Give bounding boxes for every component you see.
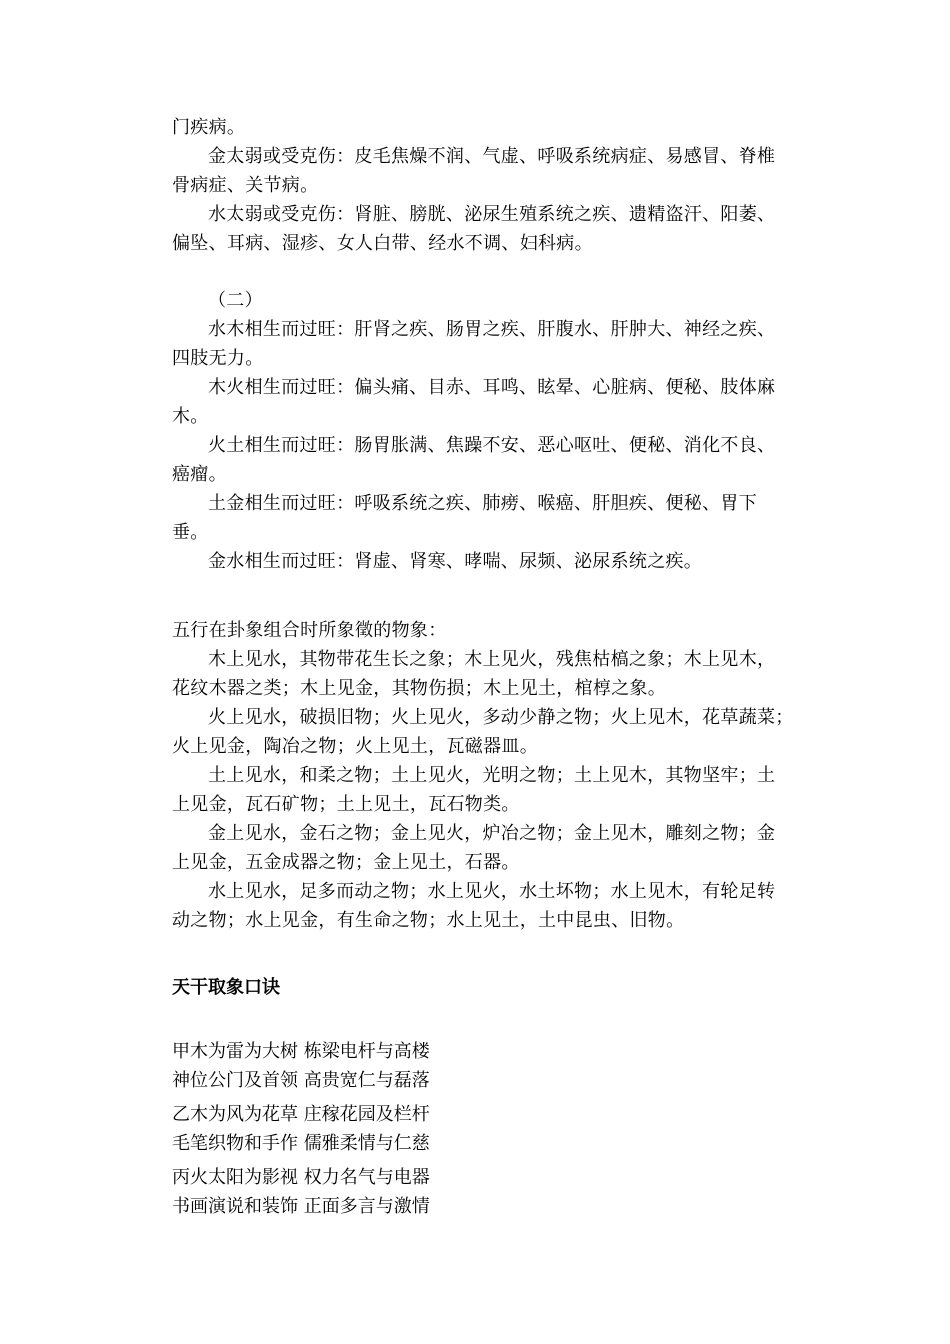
text-line: 木火相生而过旺：偏头痛、目赤、耳鸣、眩晕、心脏病、便秘、肢体麻 [208, 377, 776, 398]
section-heading: 天干取象口诀 [172, 977, 280, 998]
text-line: 金上见水，金石之物；金上见火，炉冶之物；金上见木，雕刻之物；金 [208, 823, 776, 844]
text-line: 癌瘤。 [172, 464, 227, 485]
text-line: 门疾病。 [172, 117, 246, 138]
text-line: 水木相生而过旺：肝肾之疾、肠胃之疾、肝腹水、肝肿大、神经之疾、 [208, 319, 776, 340]
text-line: 水上见水，足多而动之物；水上见火，水土坏物；水上见木，有轮足转 [208, 881, 776, 902]
verse-line: 毛笔织物和手作 儒雅柔情与仁慈 [172, 1133, 430, 1154]
verse-line: 书画演说和装饰 正面多言与激情 [172, 1196, 430, 1217]
text-line: 上见金，瓦石矿物；土上见土，瓦石物类。 [172, 794, 520, 815]
section-label: （二） [208, 290, 263, 311]
text-line: 木。 [172, 406, 209, 427]
verse-line: 神位公门及首领 高贵宽仁与磊落 [172, 1070, 430, 1091]
verse-line: 乙木为风为花草 庄稼花园及栏杆 [172, 1104, 430, 1125]
section-intro: 五行在卦象组合时所象徵的物象： [172, 620, 447, 641]
text-line: 动之物；水上见金，有生命之物；水上见土，土中昆虫、旧物。 [172, 910, 685, 931]
text-line: 垂。 [172, 522, 209, 543]
text-line: 四肢无力。 [172, 348, 264, 369]
text-line: 火土相生而过旺：肠胃胀满、焦躁不安、恶心呕吐、便秘、消化不良、 [208, 435, 776, 456]
text-line: 火上见金，陶冶之物；火上见土，瓦磁器皿。 [172, 736, 538, 757]
text-line: 骨病症、关节病。 [172, 175, 319, 196]
text-line: 金水相生而过旺：肾虚、肾寒、哮喘、尿频、泌尿系统之疾。 [208, 551, 703, 572]
text-line: 火上见水，破损旧物；火上见火，多动少静之物；火上见木，花草蔬菜； [208, 707, 794, 728]
text-line: 木上见水，其物带花生长之象；木上见火，残焦枯槁之象；木上见木， [208, 649, 776, 670]
text-line: 花纹木器之类；木上见金，其物伤损；木上见土，棺椁之象。 [172, 678, 667, 699]
verse-line: 甲木为雷为大树 栋梁电杆与高楼 [172, 1041, 430, 1062]
text-line: 土金相生而过旺：呼吸系统之疾、肺痨、喉癌、肝胆疾、便秘、胃下 [208, 493, 757, 514]
verse-line: 丙火太阳为影视 权力名气与电器 [172, 1167, 430, 1188]
text-line: 水太弱或受克伤：肾脏、膀胱、泌尿生殖系统之疾、遗精盗汗、阳萎、 [208, 204, 776, 225]
text-line: 偏坠、耳病、湿疹、女人白带、经水不调、妇科病。 [172, 233, 593, 254]
text-line: 上见金，五金成器之物；金上见土，石器。 [172, 852, 520, 873]
text-line: 金太弱或受克伤：皮毛焦燥不润、气虚、呼吸系统病症、易感冒、脊椎 [208, 146, 776, 167]
text-line: 土上见水，和柔之物；土上见火，光明之物；土上见木，其物坚牢；土 [208, 765, 776, 786]
